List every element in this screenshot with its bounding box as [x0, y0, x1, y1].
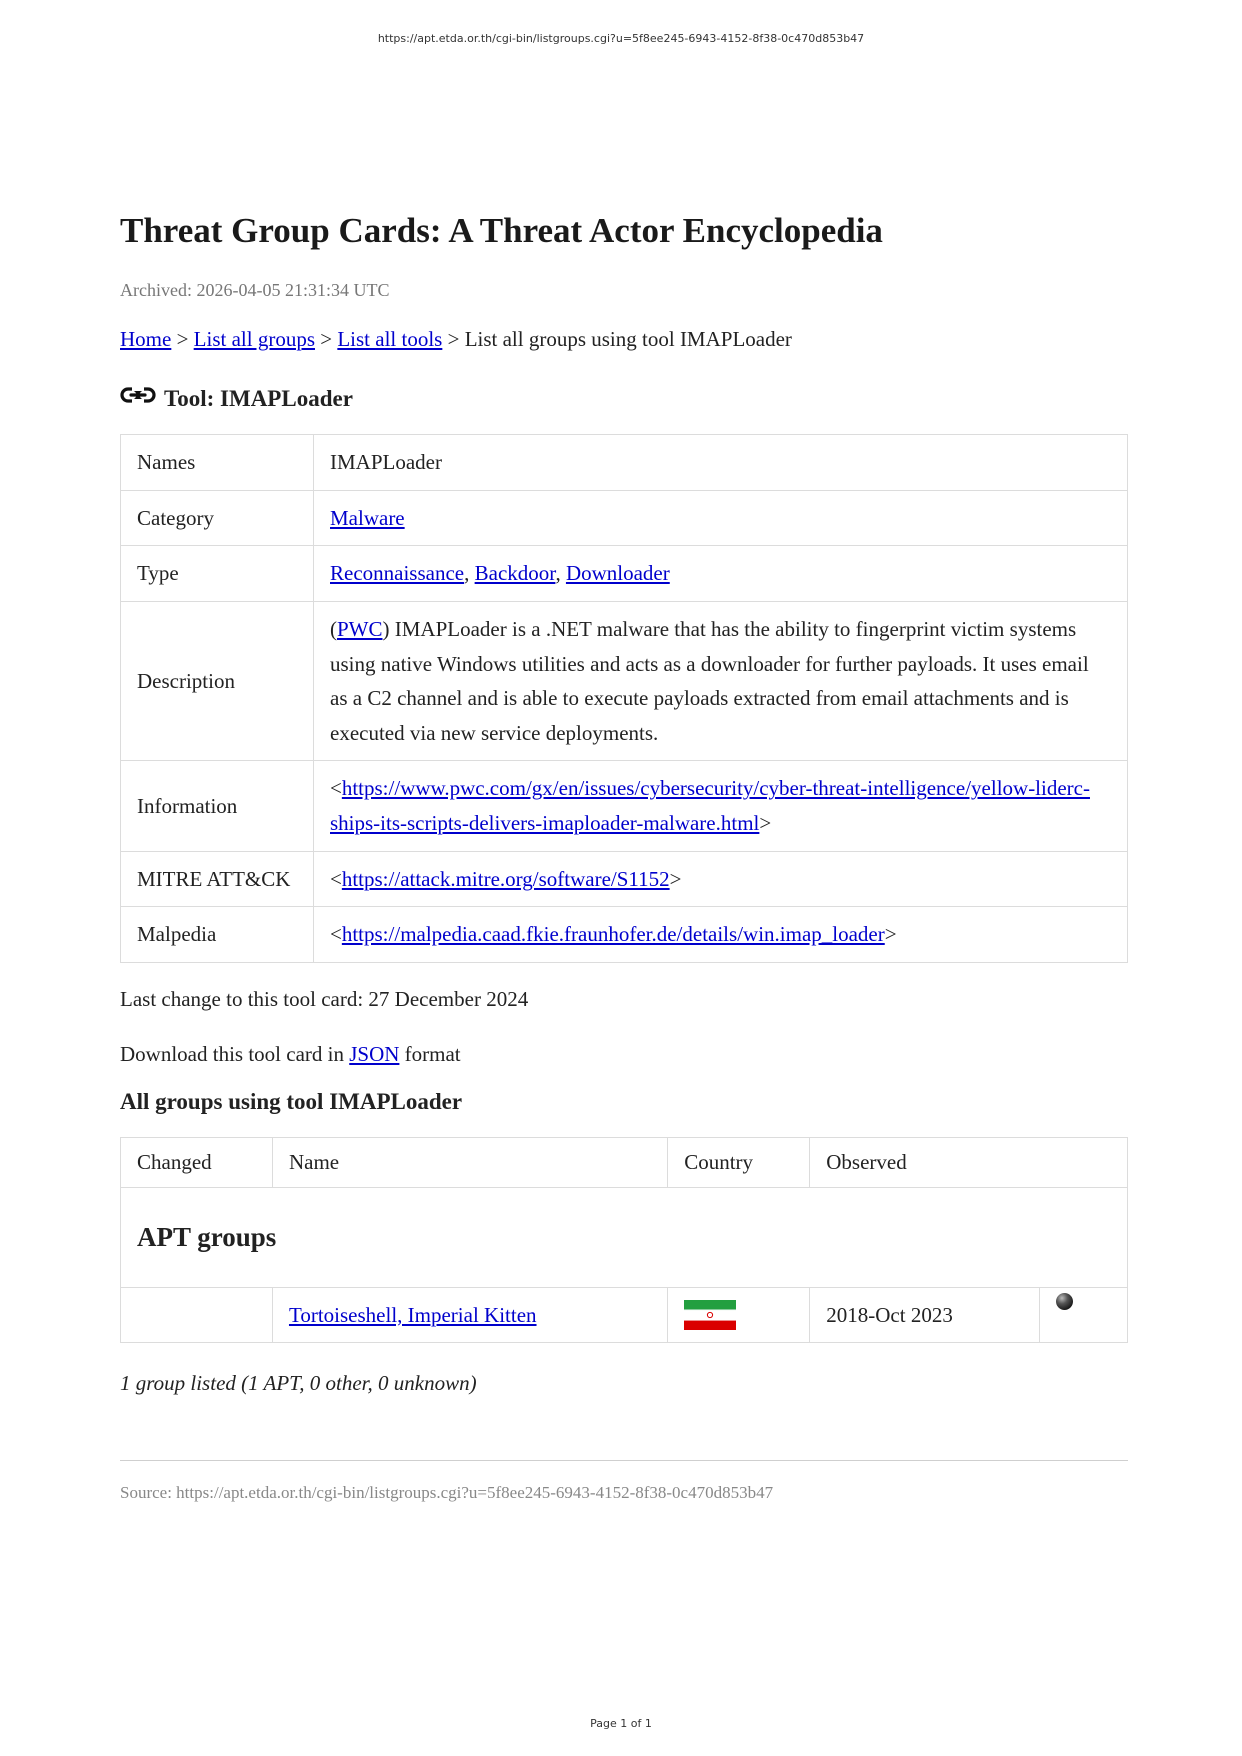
tool-heading-text: Tool: IMAPLoader [164, 386, 353, 411]
mitre-link[interactable]: https://attack.mitre.org/software/S1152 [341, 866, 670, 891]
header-observed: Observed [810, 1138, 1128, 1188]
tool-row-type [121, 546, 1128, 602]
description-text: IMAPLoader is a .NET malware that has the ability to fingerprint victim systems using native Windows utilities and acts as a downloader for further payloads. It uses email as a C2 channel and is able to execute payloads extracted from email attachments and is executed via new service deployments. [330, 616, 1089, 745]
breadcrumb-separator: > [315, 327, 338, 351]
groups-heading: All groups using tool IMAPLoader [120, 1089, 463, 1115]
row-label: Information [121, 761, 314, 851]
group-name-link[interactable]: Tortoiseshell, Imperial Kitten [288, 1302, 537, 1327]
description-source-link[interactable]: PWC [337, 616, 383, 641]
row-value [314, 907, 1128, 963]
page-title: Threat Group Cards: A Threat Actor Encyclopedia [120, 211, 883, 250]
json-download-link[interactable]: JSON [349, 1042, 400, 1067]
header-name: Name [272, 1138, 667, 1188]
row-value [314, 546, 1128, 602]
apt-section-title: APT groups [121, 1188, 1128, 1288]
breadcrumb-home-link[interactable]: Home [120, 327, 172, 351]
angle-open: < [330, 776, 342, 801]
row-value [314, 851, 1128, 907]
breadcrumb-separator: > [442, 327, 465, 351]
source-url: Source: https://apt.etda.or.th/cgi-bin/listgroups.cgi?u=5f8ee245-6943-4152-8f38-0c470d853b47 [120, 1483, 774, 1503]
paren-close: ) [382, 616, 390, 641]
list-separator: , [464, 561, 475, 586]
last-change-text: Last change to this tool card: 27 December 2024 [120, 987, 529, 1012]
groups-table [120, 1137, 1128, 1343]
angle-open: < [330, 922, 342, 947]
groups-summary: 1 group listed (1 APT, 0 other, 0 unknown) [120, 1371, 477, 1396]
iran-flag-icon [684, 1300, 736, 1330]
black-ball-icon [1056, 1293, 1073, 1310]
type-link-downloader[interactable]: Downloader [565, 561, 670, 586]
name-cell [272, 1288, 667, 1343]
tool-row-description [121, 601, 1128, 761]
type-link-reconnaissance[interactable]: Reconnaissance [330, 561, 465, 586]
category-link[interactable]: Malware [330, 505, 405, 530]
main-content [120, 210, 1128, 1503]
download-before: Download this tool card in [120, 1042, 350, 1067]
breadcrumb-groups-link[interactable]: List all groups [193, 327, 315, 351]
tool-row-category [121, 490, 1128, 546]
header-changed: Changed [121, 1138, 273, 1188]
groups-header-row [121, 1138, 1128, 1188]
tool-row-mitre [121, 851, 1128, 907]
download-after: format [399, 1042, 461, 1067]
country-cell [668, 1288, 810, 1343]
breadcrumb-current: List all groups using tool IMAPLoader [464, 327, 792, 351]
link-icon [120, 380, 156, 410]
angle-open: < [330, 866, 342, 891]
row-label: Category [121, 490, 314, 546]
angle-close: > [669, 866, 682, 891]
malpedia-link[interactable]: https://malpedia.caad.fkie.fraunhofer.de/details/win.imap_loader [341, 922, 885, 947]
breadcrumb-separator: > [171, 327, 194, 351]
tool-row-malpedia [121, 907, 1128, 963]
paren-open: ( [330, 616, 337, 641]
breadcrumb [120, 327, 1128, 352]
row-label: MITRE ATT&CK [121, 851, 314, 907]
list-separator: , [555, 561, 566, 586]
table-row [121, 1288, 1128, 1343]
tool-heading [120, 386, 1128, 412]
angle-close: > [759, 811, 772, 836]
tool-row-information [121, 761, 1128, 851]
information-link[interactable]: https://www.pwc.com/gx/en/issues/cybersecurity/cyber-threat-intelligence/yellow-liderc-ships-its-scripts-delivers-imaploader-malware.html [330, 776, 1090, 836]
download-text [120, 1042, 1128, 1067]
type-link-backdoor[interactable]: Backdoor [474, 561, 556, 586]
breadcrumb-tools-link[interactable]: List all tools [337, 327, 443, 351]
print-header-url: https://apt.etda.or.th/cgi-bin/listgroups.cgi?u=5f8ee245-6943-4152-8f38-0c470d853b47 [377, 32, 865, 45]
row-label: Type [121, 546, 314, 602]
row-value [314, 601, 1128, 761]
row-value: IMAPLoader [314, 435, 1128, 491]
status-cell [1039, 1288, 1127, 1343]
row-value [314, 761, 1128, 851]
row-label: Names [121, 435, 314, 491]
apt-section-row [121, 1188, 1128, 1288]
archived-timestamp: Archived: 2026-04-05 21:31:34 UTC [120, 280, 390, 300]
header-country: Country [668, 1138, 810, 1188]
tool-row-names [121, 435, 1128, 491]
divider [120, 1460, 1128, 1461]
observed-cell: 2018-Oct 2023 [810, 1288, 1040, 1343]
tool-card-table [120, 434, 1128, 963]
row-label: Malpedia [121, 907, 314, 963]
page-number: Page 1 of 1 [590, 1717, 652, 1730]
changed-cell [121, 1288, 273, 1343]
row-label: Description [121, 601, 314, 761]
row-value [314, 490, 1128, 546]
angle-close: > [884, 922, 897, 947]
